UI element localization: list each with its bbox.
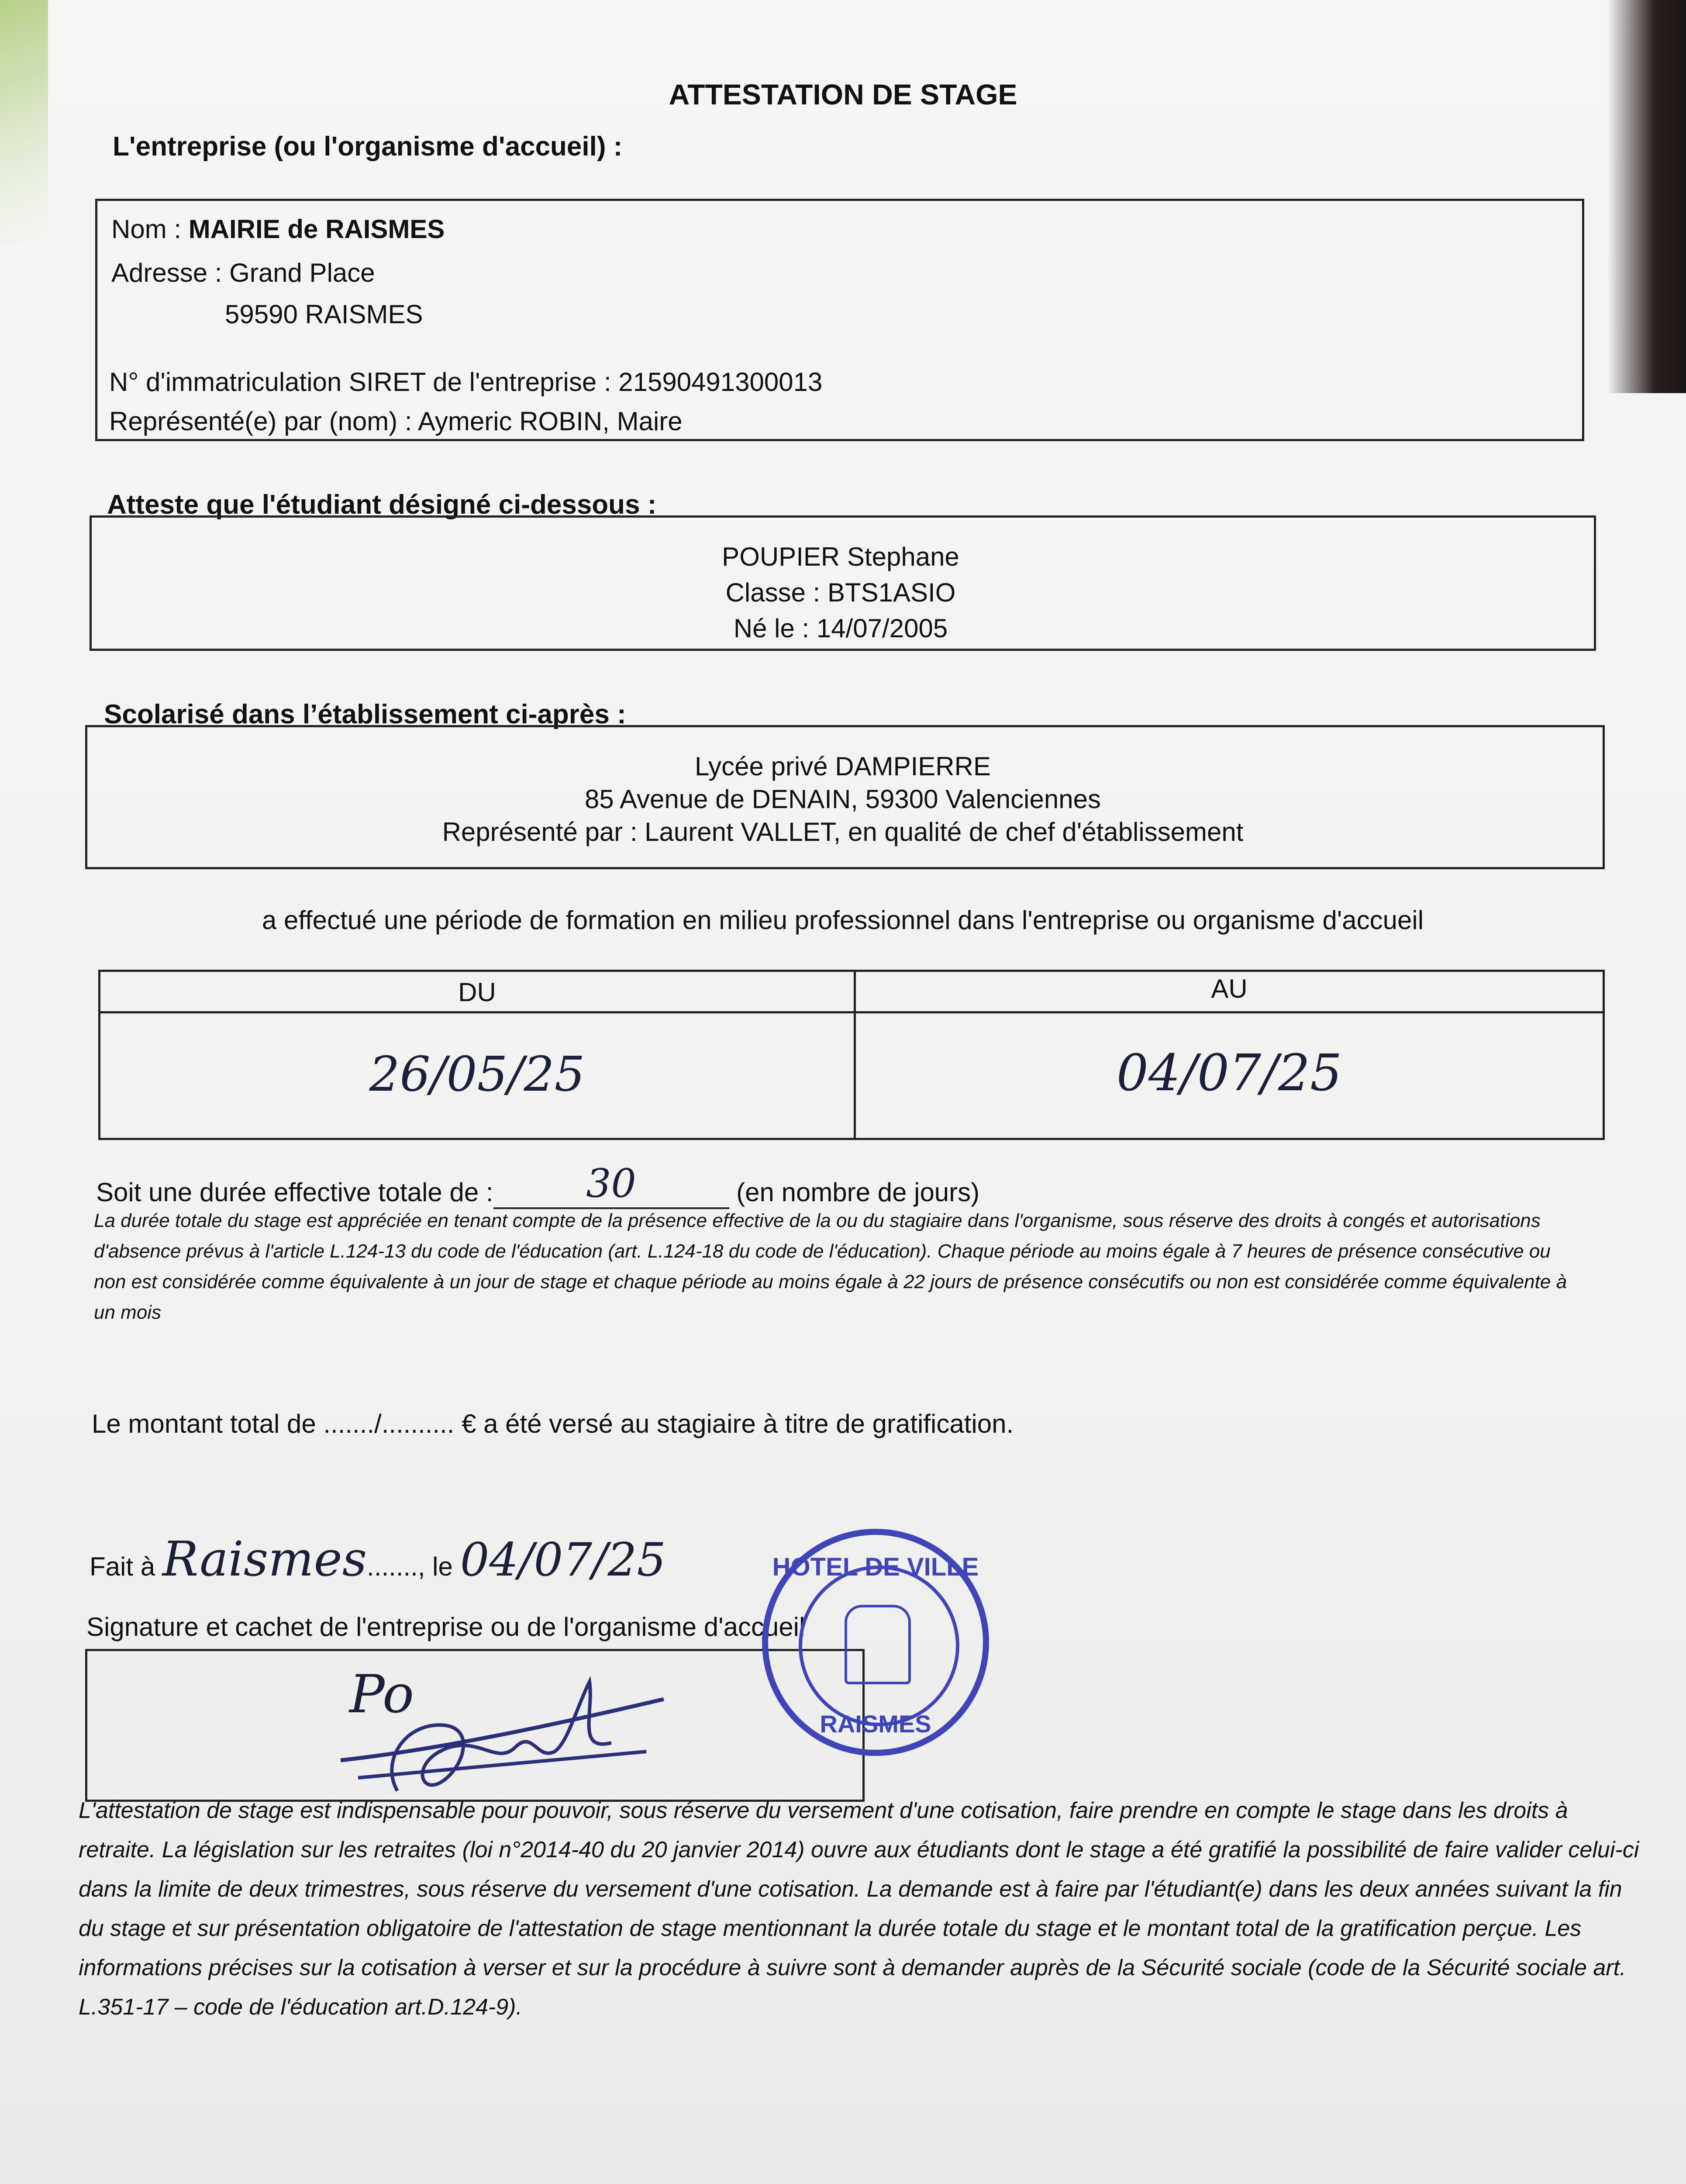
duree-note: La durée totale du stage est appréciée en tenant compte de la présence effective de la ou du stagiaire dans l'organisme, sous réserve des droits à congés et autorisations d'absence prévus à l'article L.124-13 du code de l'éducation (art. L.124-18 du code de l'éducation). Chaque période au moins égale à 7 heures de présence consécutive ou non est considérée comme équivalente à un jour de stage et chaque période au moins égale à 22 jours de présence consécutifs ou non est considérée comme équivalente à un mois: [94, 1210, 1567, 1323]
etudiant-heading: Atteste que l'étudiant désigné ci-dessous :: [107, 490, 657, 520]
signature-po: Po: [349, 1664, 414, 1725]
signature-heading: Signature et cachet de l'entreprise ou de l'organisme d'accueil: [86, 1612, 805, 1641]
au-value: 04/07/25: [1116, 1044, 1342, 1102]
stamp-top-text: HOTEL DE VILLE: [772, 1553, 979, 1581]
entreprise-siret: N° d'immatriculation SIRET de l'entreprise : 21590491300013: [109, 367, 823, 397]
duree-unit: (en nombre de jours): [736, 1178, 980, 1207]
nom-label: Nom :: [111, 214, 189, 244]
table-header-line: [100, 1011, 1603, 1013]
stamp-emblem: [845, 1605, 911, 1684]
duree-line: [96, 1161, 980, 1209]
du-value: 26/05/25: [369, 1046, 585, 1102]
city-hall-stamp: [762, 1529, 989, 1756]
etablissement-representant: Représenté par : Laurent VALLET, en qualité de chef d'établissement: [442, 817, 1244, 847]
background-corner: [0, 0, 48, 245]
etudiant-classe: Classe : BTS1ASIO: [725, 578, 956, 607]
footer-note: L'attestation de stage est indispensable pour pouvoir, sous réserve du versement d'une cotisation, faire prendre en compte le stage dans les droits à retraite. La législation sur les retraites (loi n°2014-40 du 20 janvier 2014) ouvre aux étudiants dont le stage a été gratifié la possibilité de faire valider celui-ci dans la limite de deux trimestres, sous réserve du versement d'une cotisation. La demande est à faire par l'étudiant(e) dans les deux années suivant la fin du stage et sur présentation obligatoire de l'attestation de stage mentionnant la durée totale du stage et le montant total de la gratification perçue. Les informations précises sur la cotisation à verser et sur la procédure à suivre sont à demander auprès de la Sécurité sociale (code de la Sécurité sociale art. L.351-17 – code de l'éducation art.D.124-9).: [79, 1798, 1639, 2020]
periode-intro: a effectué une période de formation en milieu professionnel dans l'entreprise ou organisme d'accueil: [262, 905, 1424, 935]
nom-value: MAIRIE de RAISMES: [188, 214, 445, 244]
etablissement-adresse: 85 Avenue de DENAIN, 59300 Valenciennes: [585, 784, 1101, 814]
entreprise-heading: L'entreprise (ou l'organisme d'accueil) :: [113, 131, 623, 162]
du-header: DU: [458, 978, 496, 1007]
fait-lieu: Raismes: [162, 1531, 367, 1587]
fait-line: [90, 1531, 666, 1587]
duree-value-field: [493, 1161, 729, 1209]
background-edge: [1607, 0, 1686, 393]
fait-date: 04/07/25: [460, 1533, 666, 1586]
gratification-line: [92, 1409, 1014, 1439]
gratification-suffix: € a été versé au stagiaire à titre de gratification.: [454, 1409, 1014, 1438]
entreprise-representant: Représenté(e) par (nom) : Aymeric ROBIN, Maire: [109, 407, 683, 436]
entreprise-nom: [111, 214, 445, 244]
etablissement-heading: Scolarisé dans l’établissement ci-après :: [104, 699, 626, 729]
duree-value: 30: [586, 1161, 636, 1206]
au-header: AU: [1211, 974, 1248, 1003]
gratification-dots: ......./..........: [323, 1409, 455, 1438]
etudiant-naissance: Né le : 14/07/2005: [733, 614, 948, 643]
entreprise-adresse-2: 59590 RAISMES: [225, 300, 423, 329]
etablissement-name: Lycée privé DAMPIERRE: [695, 752, 991, 781]
document-title: ATTESTATION DE STAGE: [669, 78, 1017, 111]
entreprise-adresse-1: Adresse : Grand Place: [111, 258, 375, 287]
gratification-prefix: Le montant total de: [92, 1409, 324, 1438]
fait-prefix: Fait à: [90, 1552, 162, 1581]
etudiant-name: POUPIER Stephane: [722, 542, 959, 571]
stamp-bottom-text: RAISMES: [820, 1710, 931, 1738]
fait-middle: ......., le: [367, 1552, 460, 1581]
periode-table: [98, 970, 1605, 1140]
duree-label: Soit une durée effective totale de :: [96, 1178, 493, 1207]
